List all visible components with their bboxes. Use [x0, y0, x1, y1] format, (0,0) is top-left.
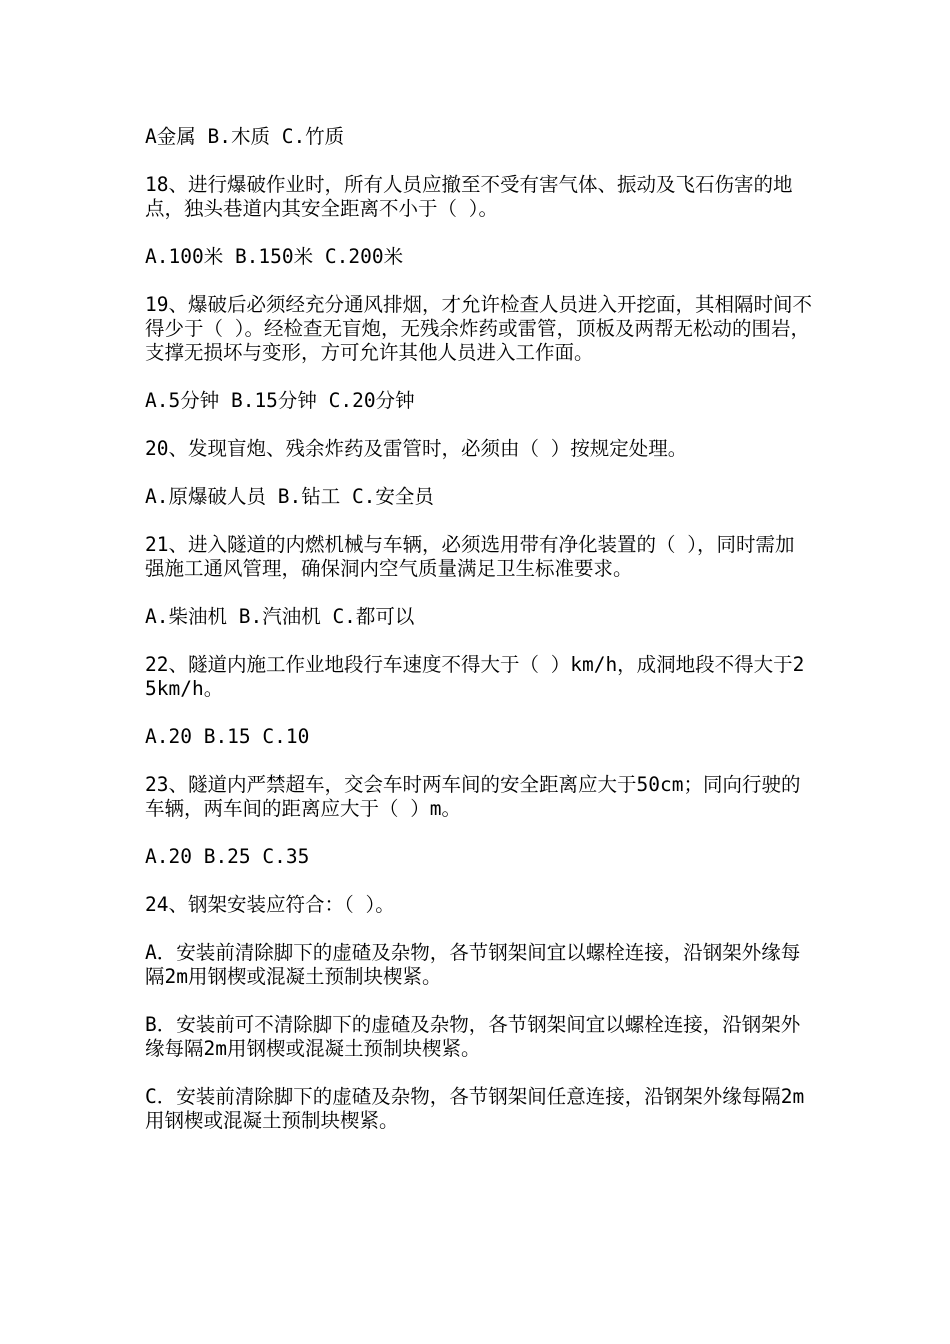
- options-21: A.柴油机 B.汽油机 C.都可以: [145, 605, 415, 628]
- question-21: 21、进入隧道的内燃机械与车辆，必须选用带有净化装置的（ ），同时需加强施工通风管理，确保洞内空气质量满足卫生标准要求。: [145, 533, 795, 580]
- question-19: 19、爆破后必须经充分通风排烟，才允许检查人员进入开挖面，其相隔时间不得少于（ ）。经检查无盲炮，无残余炸药或雷管，顶板及两帮无松动的围岩，支撑无损坏与变形，方可允许其他人员进入工作面。: [145, 293, 812, 364]
- options-23: A.20 B.25 C.35: [145, 845, 310, 868]
- question-18: 18、进行爆破作业时，所有人员应撤至不受有害气体、振动及飞石伤害的地点，独头巷道内其安全距离不小于（ ）。: [145, 173, 793, 220]
- document-body: [145, 125, 813, 1133]
- options-20: A.原爆破人员 B.钻工 C.安全员: [145, 485, 434, 508]
- option-24-a: A．安装前清除脚下的虚碴及杂物，各节钢架间宜以螺栓连接，沿钢架外缘每隔2m用钢楔或混凝土预制块楔紧。: [145, 941, 801, 988]
- option-24-b: B．安装前可不清除脚下的虚碴及杂物，各节钢架间宜以螺栓连接，沿钢架外缘每隔2m用钢楔或混凝土预制块楔紧。: [145, 1013, 801, 1060]
- options-19: A.5分钟 B.15分钟 C.20分钟: [145, 389, 415, 412]
- options-17: A金属 B.木质 C.竹质: [145, 125, 345, 148]
- options-18: A.100米 B.150米 C.200米: [145, 245, 404, 268]
- question-23: 23、隧道内严禁超车，交会车时两车间的安全距离应大于50cm；同向行驶的车辆，两车间的距离应大于（ ）m。: [145, 773, 801, 820]
- question-20: 20、发现盲炮、残余炸药及雷管时，必须由（ ）按规定处理。: [145, 437, 688, 460]
- question-24: 24、钢架安装应符合：（ ）。: [145, 893, 395, 916]
- question-22: 22、隧道内施工作业地段行车速度不得大于（ ）km/h，成洞地段不得大于25km/h。: [145, 653, 805, 700]
- option-24-c: C．安装前清除脚下的虚碴及杂物，各节钢架间任意连接，沿钢架外缘每隔2m用钢楔或混凝土预制块楔紧。: [145, 1085, 805, 1132]
- options-22: A.20 B.15 C.10: [145, 725, 310, 748]
